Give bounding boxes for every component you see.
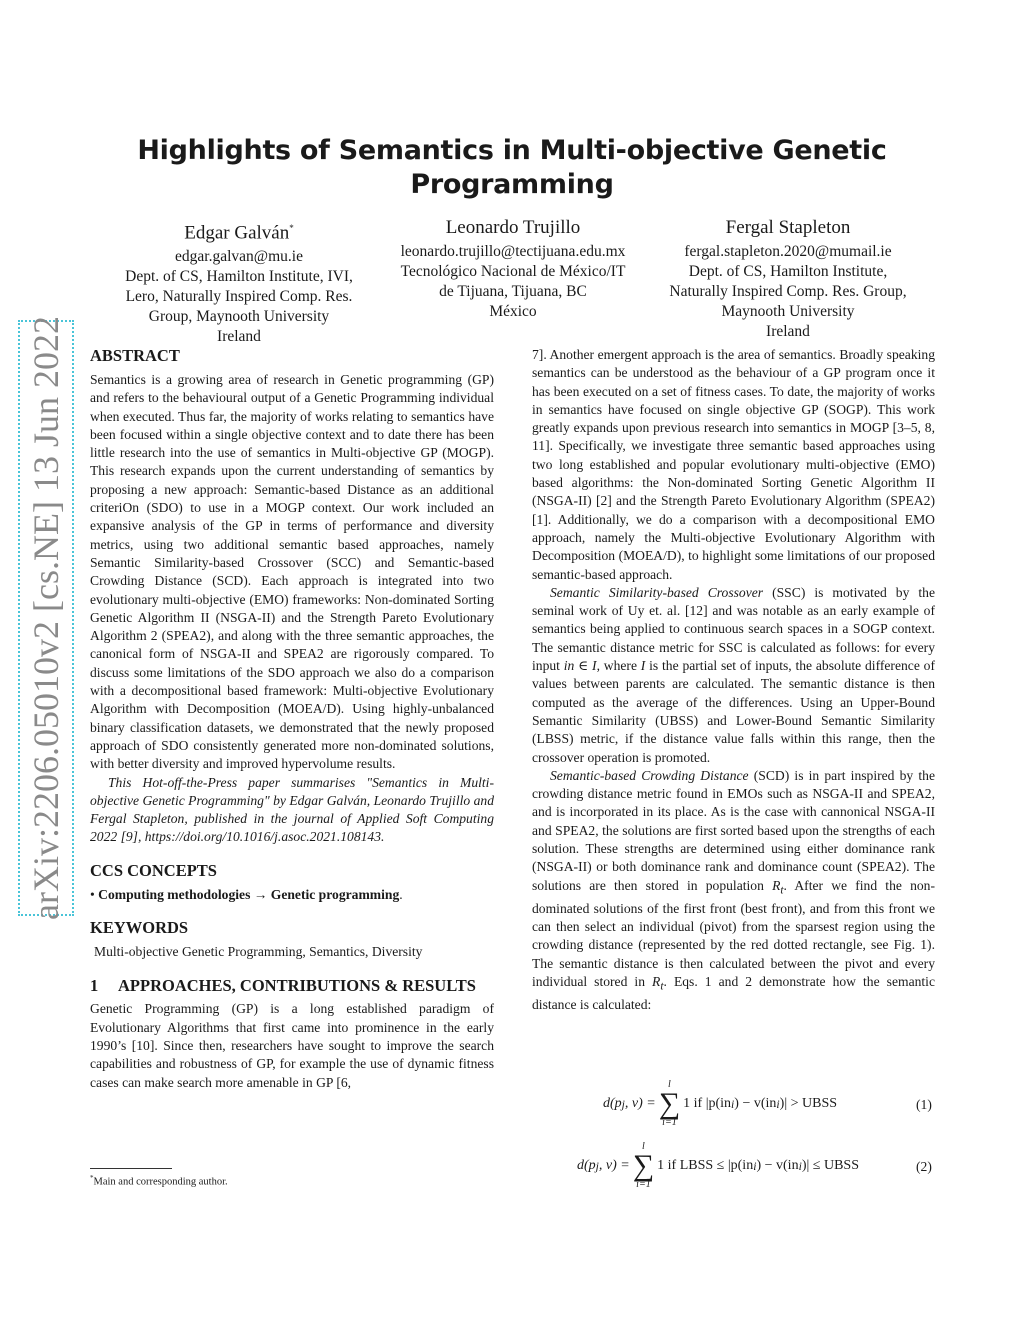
- author-name: Edgar Galván*: [184, 222, 294, 244]
- author-name: Leonardo Trujillo: [445, 217, 581, 238]
- keywords-text: Multi-objective Genetic Programming, Semantics, Diversity: [94, 944, 423, 960]
- author-affiliation: Group, Maynooth University: [148, 308, 330, 326]
- equation-2: d(p j , v) = l ∑ i=1 1 if LBSS ≤ |p(in i ) − v(in i )| ≤ UBSS: [577, 1141, 859, 1190]
- author-email[interactable]: edgar.galvan@mu.ie: [175, 248, 303, 266]
- author-affiliation: Dept. of CS, Hamilton Institute,: [688, 263, 888, 280]
- right-column: [532, 346, 935, 1014]
- ccs-concept: Computing methodologies → Genetic programming: [98, 886, 400, 902]
- section-paragraph: Genetic Programming (GP) is a long established paradigm of Evolutionary Algorithms that first came into prominence in the early 1990’s [10]. Since then, researchers have sought to improve the search capabilities and robustness of GP, for example the use of dynamic fitness cases can make search more amenable in GP [6,: [90, 1001, 494, 1090]
- sum-symbol: l ∑ i=1: [658, 1079, 681, 1128]
- paragraph-scd: Semantic-based Crowding Distance (SCD) is in part inspired by the crowding distance metric found in EMOs such as NSGA-II and SPEA2, and is incorporated in its place. As is the case with cannonical NSGA-II and SPEA2, the solutions are first sorted based upon the strengths of each solution. These strengths are determined using either dominance rank (NSGA-II) or both dominance rank and dominance count (SPEA2). The solutions are then stored in population $R_t$. After we find the non-dominated solutions of the first front (best front), and from this front we can then select an individual (pivot) from the sparsest region using the crowding distance (represented by the red dotted rectangle, see Fig. 1). The semantic distance is then calculated between the pivot and every individual stored in $R_t$. Eqs. 1 and 2 demonstrate how the semantic distance is calculated:: [532, 767, 936, 1012]
- author-affiliation: Naturally Inspired Comp. Res. Group,: [669, 283, 907, 300]
- term: Semantic-based Crowding Distance: [550, 767, 749, 783]
- term: Semantic Similarity-based Crossover: [550, 584, 764, 600]
- author-affiliation: Lero, Naturally Inspired Comp. Res.: [125, 288, 353, 306]
- section-number: 1: [90, 976, 99, 996]
- equation-1: d(p j , v) = l ∑ i=1 1 if |p(in i ) − v(in i )| > UBSS: [603, 1079, 838, 1128]
- arxiv-stamp: [18, 316, 74, 920]
- author-email[interactable]: leonardo.trujillo@tectijuana.edu.mx: [400, 243, 626, 260]
- equation-number: (1): [916, 1097, 932, 1112]
- paragraph: 7]. Another emergent approach is the area of semantics. Broadly speaking semantics can be understood as the behaviour of a GP program once it has been executed on a set of fitness cases. To date, the majority of works in semantics have focused on single objective GP (SOGP). This work greatly expands upon previous research into semantics in MOGP [3–5, 8, 11]. Specifically, we investigate three semantic based approaches using two long established and popular evolutionary multi-objective (EMO) based algorithms: the Non-dominated Sorting Genetic Algorithm II (NSGA-II) [2] and the Strength Pareto Evolutionary Algorithm (SPEA2) [1]. Additionally, we do a comparison with a decompositional EMO approach, namely the Multi-objective Evolutionary Algorithm with Decomposition (MOEA/D), to highlight some limitations of our proposed semantic-based approach.: [532, 347, 935, 582]
- author-block: [383, 216, 643, 322]
- author-block: [105, 216, 373, 347]
- author-affiliation: de Tijuana, Tijuana, BC: [439, 283, 587, 300]
- author-name: Fergal Stapleton: [725, 217, 851, 238]
- abstract-heading: ABSTRACT: [90, 346, 180, 365]
- section-title: APPROACHES, CONTRIBUTIONS & RESULTS: [118, 976, 476, 996]
- author-email[interactable]: fergal.stapleton.2020@mumail.ie: [684, 243, 892, 260]
- author-affiliation: Dept. of CS, Hamilton Institute, IVI,: [125, 268, 353, 286]
- section-heading: [90, 975, 494, 996]
- keywords-heading: KEYWORDS: [90, 918, 189, 938]
- ccs-concepts: • Computing methodologies → Genetic programming.: [90, 886, 403, 902]
- footnote: *Main and corresponding author.: [90, 1174, 228, 1188]
- sum-symbol: l ∑ i=1: [632, 1141, 655, 1190]
- author-affiliation: Ireland: [766, 323, 810, 340]
- abstract-text: Semantics is a growing area of research in Genetic programming (GP) and refers to the behavioural output of a Genetic Programming individual when executed. Thus far, the majority of works relating to semantics have been focused within a single objective context and to date there has been little research into the use of semantics in Multi-objective GP (MOGP). This research expands upon the current understanding of semantics by proposing a new approach: Semantic-based Distance as an additional criteriOn (SDO) to use in a MOGP context. Our work included an expansive analysis of the GP in terms of performance and diversity metrics, using two additional semantic based approaches, namely Semantic Similarity-based Crossover (SCC) and Semantic-based Crowding Distance (SCD). Each approach is integrated into two evolutionary multi-objective (EMO) frameworks: Non-dominated Sorting Genetic Algorithm II (NSGA-II) and the Strength Pareto Evolutionary Algorithm 2 (SPEA2), and along with the three semantic approaches, the canonical form of NSGA-II and SPEA2 are rigorously compared. To discuss some limitations of the SDO approach we also do a comparison with a decompositional based framework: Multi-objective Evolutionary Algorithm with Decomposition (MOEA/D). Using highly-unbalanced binary classification datasets, we demonstrated that the newly proposed approach of SDO consistently generated more non-dominated solutions, with better diversity and improved hypervolume results.: [90, 372, 494, 772]
- ccs-bullet: •: [90, 886, 95, 902]
- paragraph-ssc: Semantic Similarity-based Crossover (SSC) is motivated by the seminal work of Uy et. al. [12] and was notable as an early example of semantics being applied to continuous search spaces in a SOGP context. The semantic distance metric for SSC is calculated as follows: for every input in ∈ I, where I is the partial set of inputs, the absolute difference of values between parents are calculated. The semantic distance is then computed as the average of the differences. Using an Upper-Bound Semantic Similarity (UBSS) and Lower-Bound Semantic Similarity (LBSS) metric, if the distance value falls within this range, then the crossover operation is promoted.: [532, 584, 935, 765]
- author-affiliation: Ireland: [217, 328, 261, 346]
- abstract-note: This Hot-off-the-Press paper summarises "Semantics in Multi-objective Genetic Programming" by Edgar Galván, Leonardo Trujillo and Fergal Stapleton, published in the journal of Applied Soft Computing 2022 [9], https://doi.org/10.1016/j.asoc.2021.108143.: [90, 774, 494, 845]
- arxiv-id: arXiv:2206.05010v2 [cs.NE] 13 Jun 2022: [26, 316, 66, 920]
- footnote-mark: *: [289, 223, 294, 233]
- author-affiliation: Tecnológico Nacional de México/IT: [400, 263, 626, 280]
- author-affiliation: Maynooth University: [721, 303, 855, 320]
- equation-number: (2): [916, 1159, 932, 1174]
- footnote-rule: [90, 1168, 172, 1169]
- left-column: [90, 346, 494, 1092]
- author-block: [650, 216, 926, 342]
- author-affiliation: México: [489, 303, 537, 320]
- ccs-heading: CCS CONCEPTS: [90, 860, 217, 880]
- paper-title: Highlights of Semantics in Multi-objective Genetic Programming: [137, 135, 887, 200]
